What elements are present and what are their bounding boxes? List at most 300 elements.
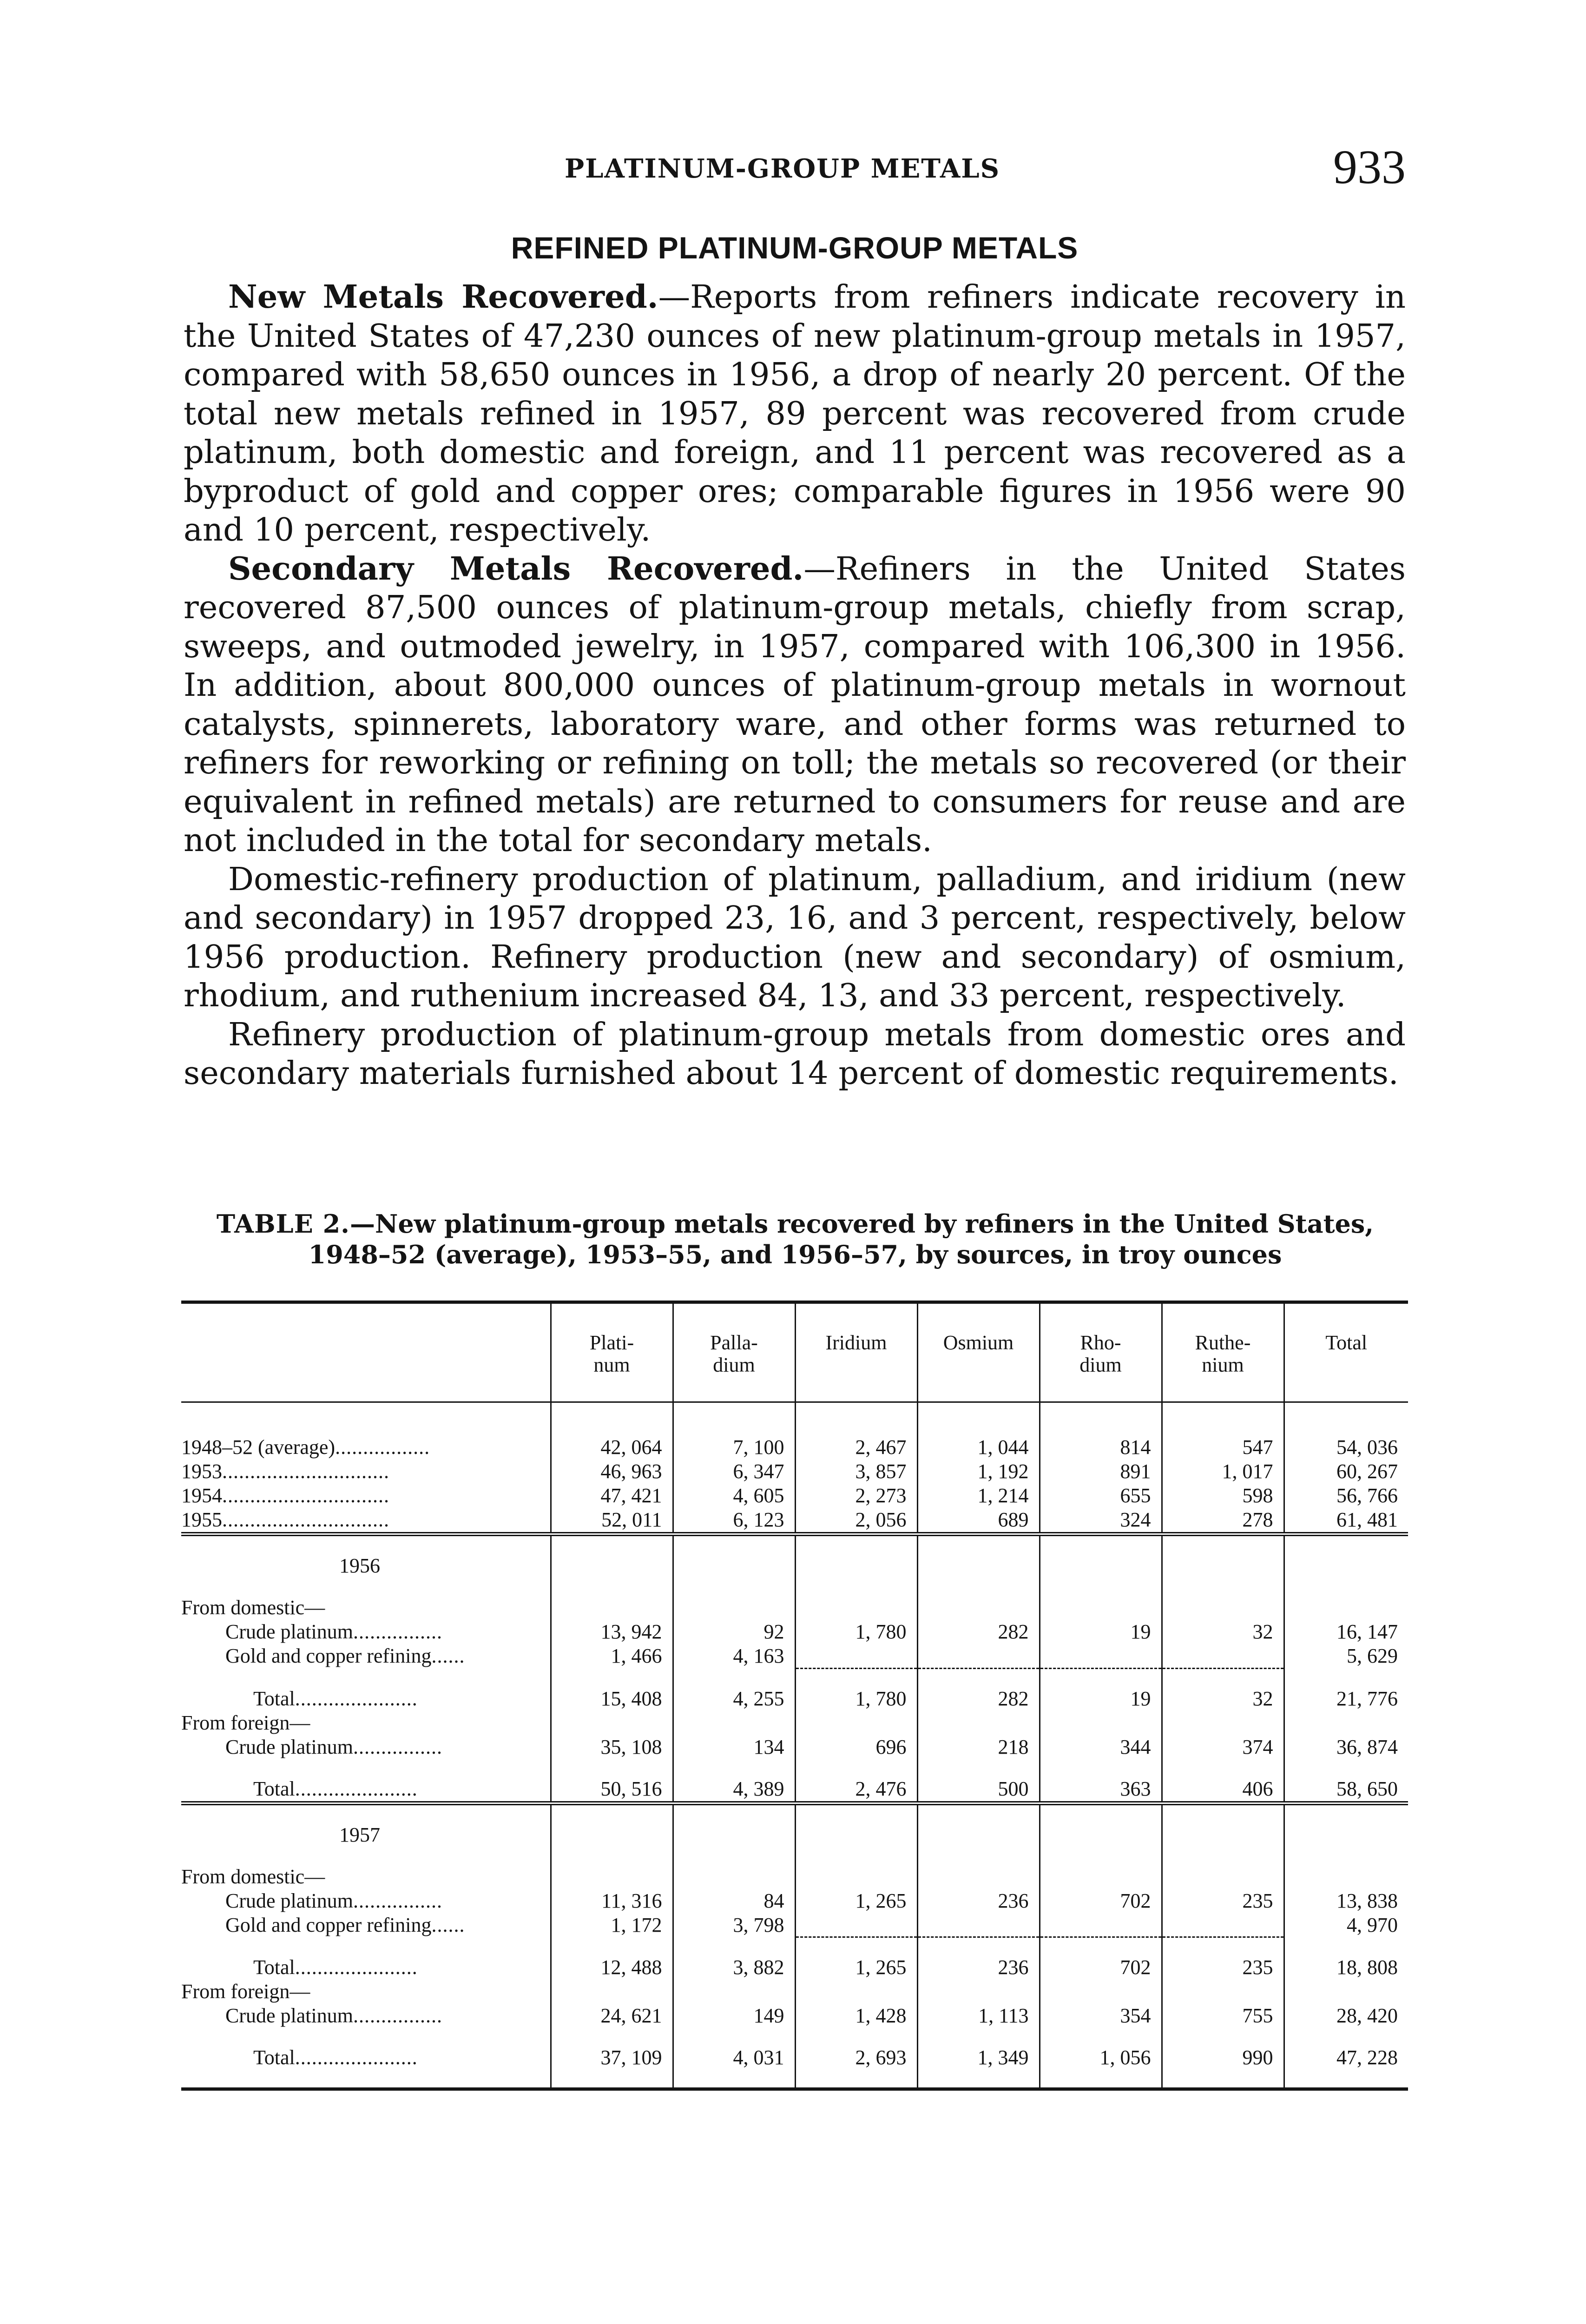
spacer-cell [795, 1759, 917, 1777]
spacer-cell [1284, 1534, 1408, 1554]
spacer-cell [673, 1402, 795, 1436]
value-cell: 2, 273 [795, 1484, 917, 1508]
paragraph [184, 278, 1406, 550]
spacer-row [181, 1668, 1408, 1687]
table-row [181, 1913, 1408, 1937]
value-cell: 52, 011 [551, 1508, 673, 1534]
value-cell: 1, 466 [551, 1644, 673, 1668]
spacer-cell [1284, 2070, 1408, 2089]
total-row [181, 2046, 1408, 2070]
spacer-cell [551, 1534, 673, 1554]
value-cell [1040, 1644, 1162, 1668]
value-cell: 2, 476 [795, 1777, 917, 1803]
row-label-text: From domestic— [181, 1596, 325, 1619]
spacer-cell [1040, 1668, 1162, 1687]
value-cell: 354 [1040, 2004, 1162, 2028]
spacer-cell [1040, 1578, 1162, 1596]
value-cell: 28, 420 [1284, 2004, 1408, 2028]
spacer-cell [1040, 1937, 1162, 1956]
value-cell [917, 1596, 1040, 1620]
value-cell: 58, 650 [1284, 1777, 1408, 1803]
row-label [181, 1554, 551, 1578]
dot-leader: ................ [353, 2004, 442, 2027]
value-cell [1040, 1980, 1162, 2004]
row-label-text: Total [253, 1956, 295, 1979]
table-caption [186, 1208, 1404, 1270]
value-cell [673, 1554, 795, 1578]
value-cell [551, 1980, 673, 2004]
run-in-heading: New Metals Recovered. [228, 278, 658, 316]
row-label [181, 1735, 551, 1759]
row-label-text: From foreign— [181, 1980, 310, 2003]
value-cell: 4, 031 [673, 2046, 795, 2070]
spacer-cell [551, 1668, 673, 1687]
value-cell: 1, 113 [917, 2004, 1040, 2028]
spacer-cell [917, 1759, 1040, 1777]
value-cell: 1, 265 [795, 1955, 917, 1980]
value-cell [1040, 1865, 1162, 1889]
value-cell [1040, 1554, 1162, 1578]
value-cell: 1, 780 [795, 1687, 917, 1711]
value-cell: 56, 766 [1284, 1484, 1408, 1508]
spacer-cell [551, 1937, 673, 1956]
row-label [181, 2046, 551, 2070]
subtotal-row [181, 1955, 1408, 1980]
value-cell: 50, 516 [551, 1777, 673, 1803]
value-cell: 406 [1162, 1777, 1284, 1803]
column-header: Rho- dium [1040, 1302, 1162, 1402]
spacer-cell [181, 1534, 551, 1554]
paragraph [184, 1016, 1406, 1093]
value-cell [1284, 1554, 1408, 1578]
value-cell [795, 1913, 917, 1937]
spacer-cell [673, 1937, 795, 1956]
spacer-cell [1040, 2070, 1162, 2089]
spacer-cell [795, 1668, 917, 1687]
row-label-text: From foreign— [181, 1711, 310, 1734]
value-cell [917, 1823, 1040, 1847]
value-cell [1040, 1913, 1162, 1937]
column-header-label [181, 1302, 551, 1402]
table-row [181, 1735, 1408, 1759]
row-label [181, 1913, 551, 1937]
value-cell: 1, 265 [795, 1889, 917, 1913]
row-label [181, 1508, 551, 1534]
row-label [181, 1596, 551, 1620]
value-cell [551, 1554, 673, 1578]
spacer-cell [795, 1578, 917, 1596]
spacer-cell [917, 1534, 1040, 1554]
spacer-cell [1162, 1847, 1284, 1865]
group-heading-row [181, 1865, 1408, 1889]
dot-leader: ................ [353, 1620, 442, 1643]
column-header: Total [1284, 1302, 1408, 1402]
value-cell: 1, 428 [795, 2004, 917, 2028]
spacer-cell [795, 1402, 917, 1436]
value-cell [1040, 1596, 1162, 1620]
value-cell [917, 1711, 1040, 1735]
spacer-cell [551, 1402, 673, 1436]
value-cell: 47, 228 [1284, 2046, 1408, 2070]
spacer-cell [795, 1847, 917, 1865]
value-cell: 13, 942 [551, 1620, 673, 1644]
annual-row [181, 1508, 1408, 1534]
spacer-row [181, 2070, 1408, 2089]
spacer-cell [673, 2070, 795, 2089]
value-cell: 54, 036 [1284, 1435, 1408, 1459]
dot-leader: ...... [431, 1913, 465, 1936]
annual-row [181, 1484, 1408, 1508]
value-cell: 42, 064 [551, 1435, 673, 1459]
value-cell: 278 [1162, 1508, 1284, 1534]
value-cell: 4, 389 [673, 1777, 795, 1803]
value-cell: 18, 808 [1284, 1955, 1408, 1980]
row-label [181, 1620, 551, 1644]
value-cell [1162, 1823, 1284, 1847]
spacer-cell [917, 2070, 1040, 2089]
value-cell: 3, 857 [795, 1459, 917, 1484]
row-label-text: 1953 [181, 1460, 222, 1483]
dot-leader: ...................... [295, 1956, 418, 1979]
value-cell: 1, 017 [1162, 1459, 1284, 1484]
value-cell [795, 1644, 917, 1668]
dot-leader: ................ [353, 1889, 442, 1912]
row-label-text: Total [253, 2046, 295, 2069]
value-cell: 134 [673, 1735, 795, 1759]
value-cell: 1, 044 [917, 1435, 1040, 1459]
dot-leader: ................. [335, 1436, 430, 1459]
row-label [181, 1980, 551, 2004]
value-cell: 5, 629 [1284, 1644, 1408, 1668]
spacer-cell [1040, 1402, 1162, 1436]
spacer-cell [917, 1937, 1040, 1956]
spacer-cell [181, 1847, 551, 1865]
value-cell [1162, 1980, 1284, 2004]
spacer-row [181, 1759, 1408, 1777]
spacer-cell [673, 1668, 795, 1687]
spacer-cell [1284, 1402, 1408, 1436]
column-header: Plati- num [551, 1302, 673, 1402]
value-cell: 6, 123 [673, 1508, 795, 1534]
spacer-cell [1162, 1668, 1284, 1687]
value-cell: 1, 349 [917, 2046, 1040, 2070]
spacer-cell [673, 2028, 795, 2046]
year-heading-row [181, 1823, 1408, 1847]
year-heading-row [181, 1554, 1408, 1578]
spacer-cell [551, 2070, 673, 2089]
spacer-cell [1162, 1578, 1284, 1596]
table-row [181, 2004, 1408, 2028]
value-cell: 814 [1040, 1435, 1162, 1459]
spacer-cell [551, 1578, 673, 1596]
value-cell: 84 [673, 1889, 795, 1913]
value-cell: 235 [1162, 1955, 1284, 1980]
column-header: Osmium [917, 1302, 1040, 1402]
value-cell: 21, 776 [1284, 1687, 1408, 1711]
value-cell [673, 1596, 795, 1620]
spacer-cell [673, 1534, 795, 1554]
spacer-cell [1162, 1759, 1284, 1777]
value-cell [795, 1823, 917, 1847]
value-cell: 4, 255 [673, 1687, 795, 1711]
value-cell [1162, 1596, 1284, 1620]
spacer-cell [551, 1847, 673, 1865]
column-header: Ruthe- nium [1162, 1302, 1284, 1402]
spacer-row [181, 2028, 1408, 2046]
value-cell: 1, 192 [917, 1459, 1040, 1484]
spacer-cell [1040, 1847, 1162, 1865]
value-cell [917, 1554, 1040, 1578]
value-cell [1162, 1554, 1284, 1578]
value-cell [917, 1644, 1040, 1668]
data-table [181, 1301, 1408, 2091]
spacer-cell [673, 1759, 795, 1777]
value-cell: 598 [1162, 1484, 1284, 1508]
value-cell: 218 [917, 1735, 1040, 1759]
spacer-row [181, 1578, 1408, 1596]
row-label [181, 1459, 551, 1484]
value-cell: 37, 109 [551, 2046, 673, 2070]
value-cell: 500 [917, 1777, 1040, 1803]
paragraph-text: Refinery production of platinum-group metals from domestic ores and secondary materials furnished about 14 percent of domestic requirements. [184, 1016, 1406, 1092]
row-label [181, 1484, 551, 1508]
spacer-cell [1284, 1803, 1408, 1823]
value-cell [551, 1823, 673, 1847]
table-row [181, 1889, 1408, 1913]
value-cell: 16, 147 [1284, 1620, 1408, 1644]
total-row [181, 1777, 1408, 1803]
spacer-cell [917, 2028, 1040, 2046]
column-header: Iridium [795, 1302, 917, 1402]
value-cell [673, 1711, 795, 1735]
spacer-cell [1284, 1759, 1408, 1777]
value-cell: 363 [1040, 1777, 1162, 1803]
value-cell [917, 1980, 1040, 2004]
group-heading-row [181, 1980, 1408, 2004]
value-cell: 35, 108 [551, 1735, 673, 1759]
dot-leader: .............................. [222, 1508, 389, 1531]
spacer-cell [917, 1803, 1040, 1823]
row-label-text: 1948–52 (average) [181, 1436, 336, 1459]
value-cell [1040, 1823, 1162, 1847]
value-cell: 282 [917, 1687, 1040, 1711]
value-cell: 19 [1040, 1687, 1162, 1711]
value-cell: 92 [673, 1620, 795, 1644]
table-row [181, 1644, 1408, 1668]
value-cell [1162, 1644, 1284, 1668]
column-header: Palla- dium [673, 1302, 795, 1402]
spacer-cell [673, 1803, 795, 1823]
row-label-text: Gold and copper refining [225, 1913, 432, 1936]
table-body [181, 1402, 1408, 2089]
dot-leader: .............................. [222, 1460, 389, 1483]
value-cell [673, 1980, 795, 2004]
value-cell [1284, 1823, 1408, 1847]
spacer-cell [1284, 1847, 1408, 1865]
section-title: REFINED PLATINUM-GROUP METALS [511, 231, 1079, 265]
annual-row [181, 1459, 1408, 1484]
value-cell [795, 1711, 917, 1735]
value-cell: 547 [1162, 1435, 1284, 1459]
value-cell: 1, 056 [1040, 2046, 1162, 2070]
spacer-cell [795, 1803, 917, 1823]
run-in-heading: Secondary Metals Recovered. [228, 550, 804, 588]
spacer-cell [1040, 1759, 1162, 1777]
value-cell: 4, 970 [1284, 1913, 1408, 1937]
paragraph-text: Domestic-refinery production of platinum, palladium, and iridium (new and secondary) in 1957 dropped 23, 16, and 3 percent, respectively, below 1956 production. Refinery production (new and secondary) of osmium, rhodium, and ruthenium increased 84, 13, and 33 percent, respectively. [184, 860, 1406, 1014]
value-cell: 13, 838 [1284, 1889, 1408, 1913]
paragraph-text: —Reports from refiners indicate recovery in the United States of 47,230 ounces of new platinum-group metals in 1957, compared with 58,650 ounces in 1956, a drop of nearly 20 percent. Of the total new metals refined in 1957, 89 percent was recovered from crude platinum, both domestic and foreign, and 11 percent was recovered as a byproduct of gold and copper ores; comparable figures in 1956 were 90 and 10 percent, respectively. [184, 278, 1406, 548]
value-cell: 2, 693 [795, 2046, 917, 2070]
row-label [181, 1644, 551, 1668]
spacer-cell [1162, 1402, 1284, 1436]
value-cell [1162, 1865, 1284, 1889]
spacer-cell [1284, 1578, 1408, 1596]
body-text [184, 278, 1406, 1093]
value-cell [795, 1554, 917, 1578]
value-cell: 2, 056 [795, 1508, 917, 1534]
value-cell: 11, 316 [551, 1889, 673, 1913]
value-cell: 3, 798 [673, 1913, 795, 1937]
spacer-cell [181, 1668, 551, 1687]
value-cell [551, 1865, 673, 1889]
value-cell: 990 [1162, 2046, 1284, 2070]
dot-leader: .............................. [222, 1484, 389, 1507]
row-label-text: 1955 [181, 1508, 222, 1531]
value-cell: 1, 780 [795, 1620, 917, 1644]
value-cell: 2, 467 [795, 1435, 917, 1459]
row-label [181, 1865, 551, 1889]
value-cell [795, 1596, 917, 1620]
value-cell: 36, 874 [1284, 1735, 1408, 1759]
dot-leader: ...................... [295, 1777, 418, 1800]
value-cell: 374 [1162, 1735, 1284, 1759]
value-cell: 7, 100 [673, 1435, 795, 1459]
value-cell [1284, 1865, 1408, 1889]
spacer-cell [917, 1578, 1040, 1596]
value-cell: 1, 214 [917, 1484, 1040, 1508]
dot-leader: ...................... [295, 1687, 418, 1710]
spacer-cell [1162, 1937, 1284, 1956]
value-cell: 282 [917, 1620, 1040, 1644]
value-cell: 3, 882 [673, 1955, 795, 1980]
spacer-cell [673, 1578, 795, 1596]
spacer-cell [795, 1534, 917, 1554]
row-label [181, 1435, 551, 1459]
row-label-text: Crude platinum [225, 1889, 353, 1912]
subtotal-row [181, 1687, 1408, 1711]
spacer-cell [1040, 2028, 1162, 2046]
row-label [181, 2004, 551, 2028]
spacer-cell [1040, 1803, 1162, 1823]
value-cell: 6, 347 [673, 1459, 795, 1484]
value-cell: 46, 963 [551, 1459, 673, 1484]
spacer-row [181, 1534, 1408, 1554]
paragraph [184, 550, 1406, 860]
table-header-row [181, 1302, 1408, 1402]
spacer-row [181, 1937, 1408, 1956]
row-label [181, 1889, 551, 1913]
value-cell [1162, 1913, 1284, 1937]
spacer-cell [1284, 2028, 1408, 2046]
value-cell [673, 1823, 795, 1847]
spacer-cell [551, 1803, 673, 1823]
value-cell: 24, 621 [551, 2004, 673, 2028]
value-cell: 696 [795, 1735, 917, 1759]
value-cell: 891 [1040, 1459, 1162, 1484]
spacer-cell [551, 1759, 673, 1777]
spacer-cell [1162, 2070, 1284, 2089]
value-cell [551, 1711, 673, 1735]
value-cell [795, 1980, 917, 2004]
value-cell: 344 [1040, 1735, 1162, 1759]
row-label-text: Gold and copper refining [225, 1644, 432, 1667]
running-header [184, 139, 1406, 195]
table-row [181, 1620, 1408, 1644]
spacer-cell [181, 1759, 551, 1777]
value-cell: 236 [917, 1955, 1040, 1980]
value-cell [917, 1865, 1040, 1889]
value-cell: 32 [1162, 1620, 1284, 1644]
row-label [181, 1711, 551, 1735]
group-heading-row [181, 1596, 1408, 1620]
spacer-cell [795, 1937, 917, 1956]
value-cell: 324 [1040, 1508, 1162, 1534]
dot-leader: ...... [431, 1644, 465, 1667]
spacer-cell [673, 1847, 795, 1865]
spacer-cell [1284, 1937, 1408, 1956]
value-cell: 19 [1040, 1620, 1162, 1644]
row-label [181, 1687, 551, 1711]
spacer-cell [181, 1937, 551, 1956]
row-label-text: From domestic— [181, 1865, 325, 1888]
value-cell [917, 1913, 1040, 1937]
dot-leader: ................ [353, 1735, 442, 1758]
value-cell: 1, 172 [551, 1913, 673, 1937]
spacer-row [181, 1847, 1408, 1865]
spacer-cell [181, 2028, 551, 2046]
value-cell [1284, 1711, 1408, 1735]
page-number: 933 [1333, 140, 1406, 194]
spacer-cell [1162, 1534, 1284, 1554]
value-cell: 15, 408 [551, 1687, 673, 1711]
table-caption-label: TABLE 2. [216, 1209, 350, 1239]
value-cell [1284, 1980, 1408, 2004]
spacer-cell [1284, 1668, 1408, 1687]
row-label-text: Crude platinum [225, 1620, 353, 1643]
spacer-row [181, 1402, 1408, 1436]
spacer-cell [1040, 1534, 1162, 1554]
value-cell: 702 [1040, 1889, 1162, 1913]
value-cell: 235 [1162, 1889, 1284, 1913]
value-cell: 4, 605 [673, 1484, 795, 1508]
row-label-text: Total [253, 1777, 295, 1800]
row-label [181, 1823, 551, 1847]
row-label-text: 1956 [339, 1554, 380, 1577]
value-cell: 755 [1162, 2004, 1284, 2028]
spacer-cell [181, 1402, 551, 1436]
spacer-cell [917, 1668, 1040, 1687]
row-label-text: Total [253, 1687, 295, 1710]
value-cell [551, 1596, 673, 1620]
value-cell: 12, 488 [551, 1955, 673, 1980]
row-label-text: 1954 [181, 1484, 222, 1507]
value-cell: 702 [1040, 1955, 1162, 1980]
value-cell [673, 1865, 795, 1889]
paragraph [184, 860, 1406, 1016]
row-label [181, 1955, 551, 1980]
value-cell [1040, 1711, 1162, 1735]
